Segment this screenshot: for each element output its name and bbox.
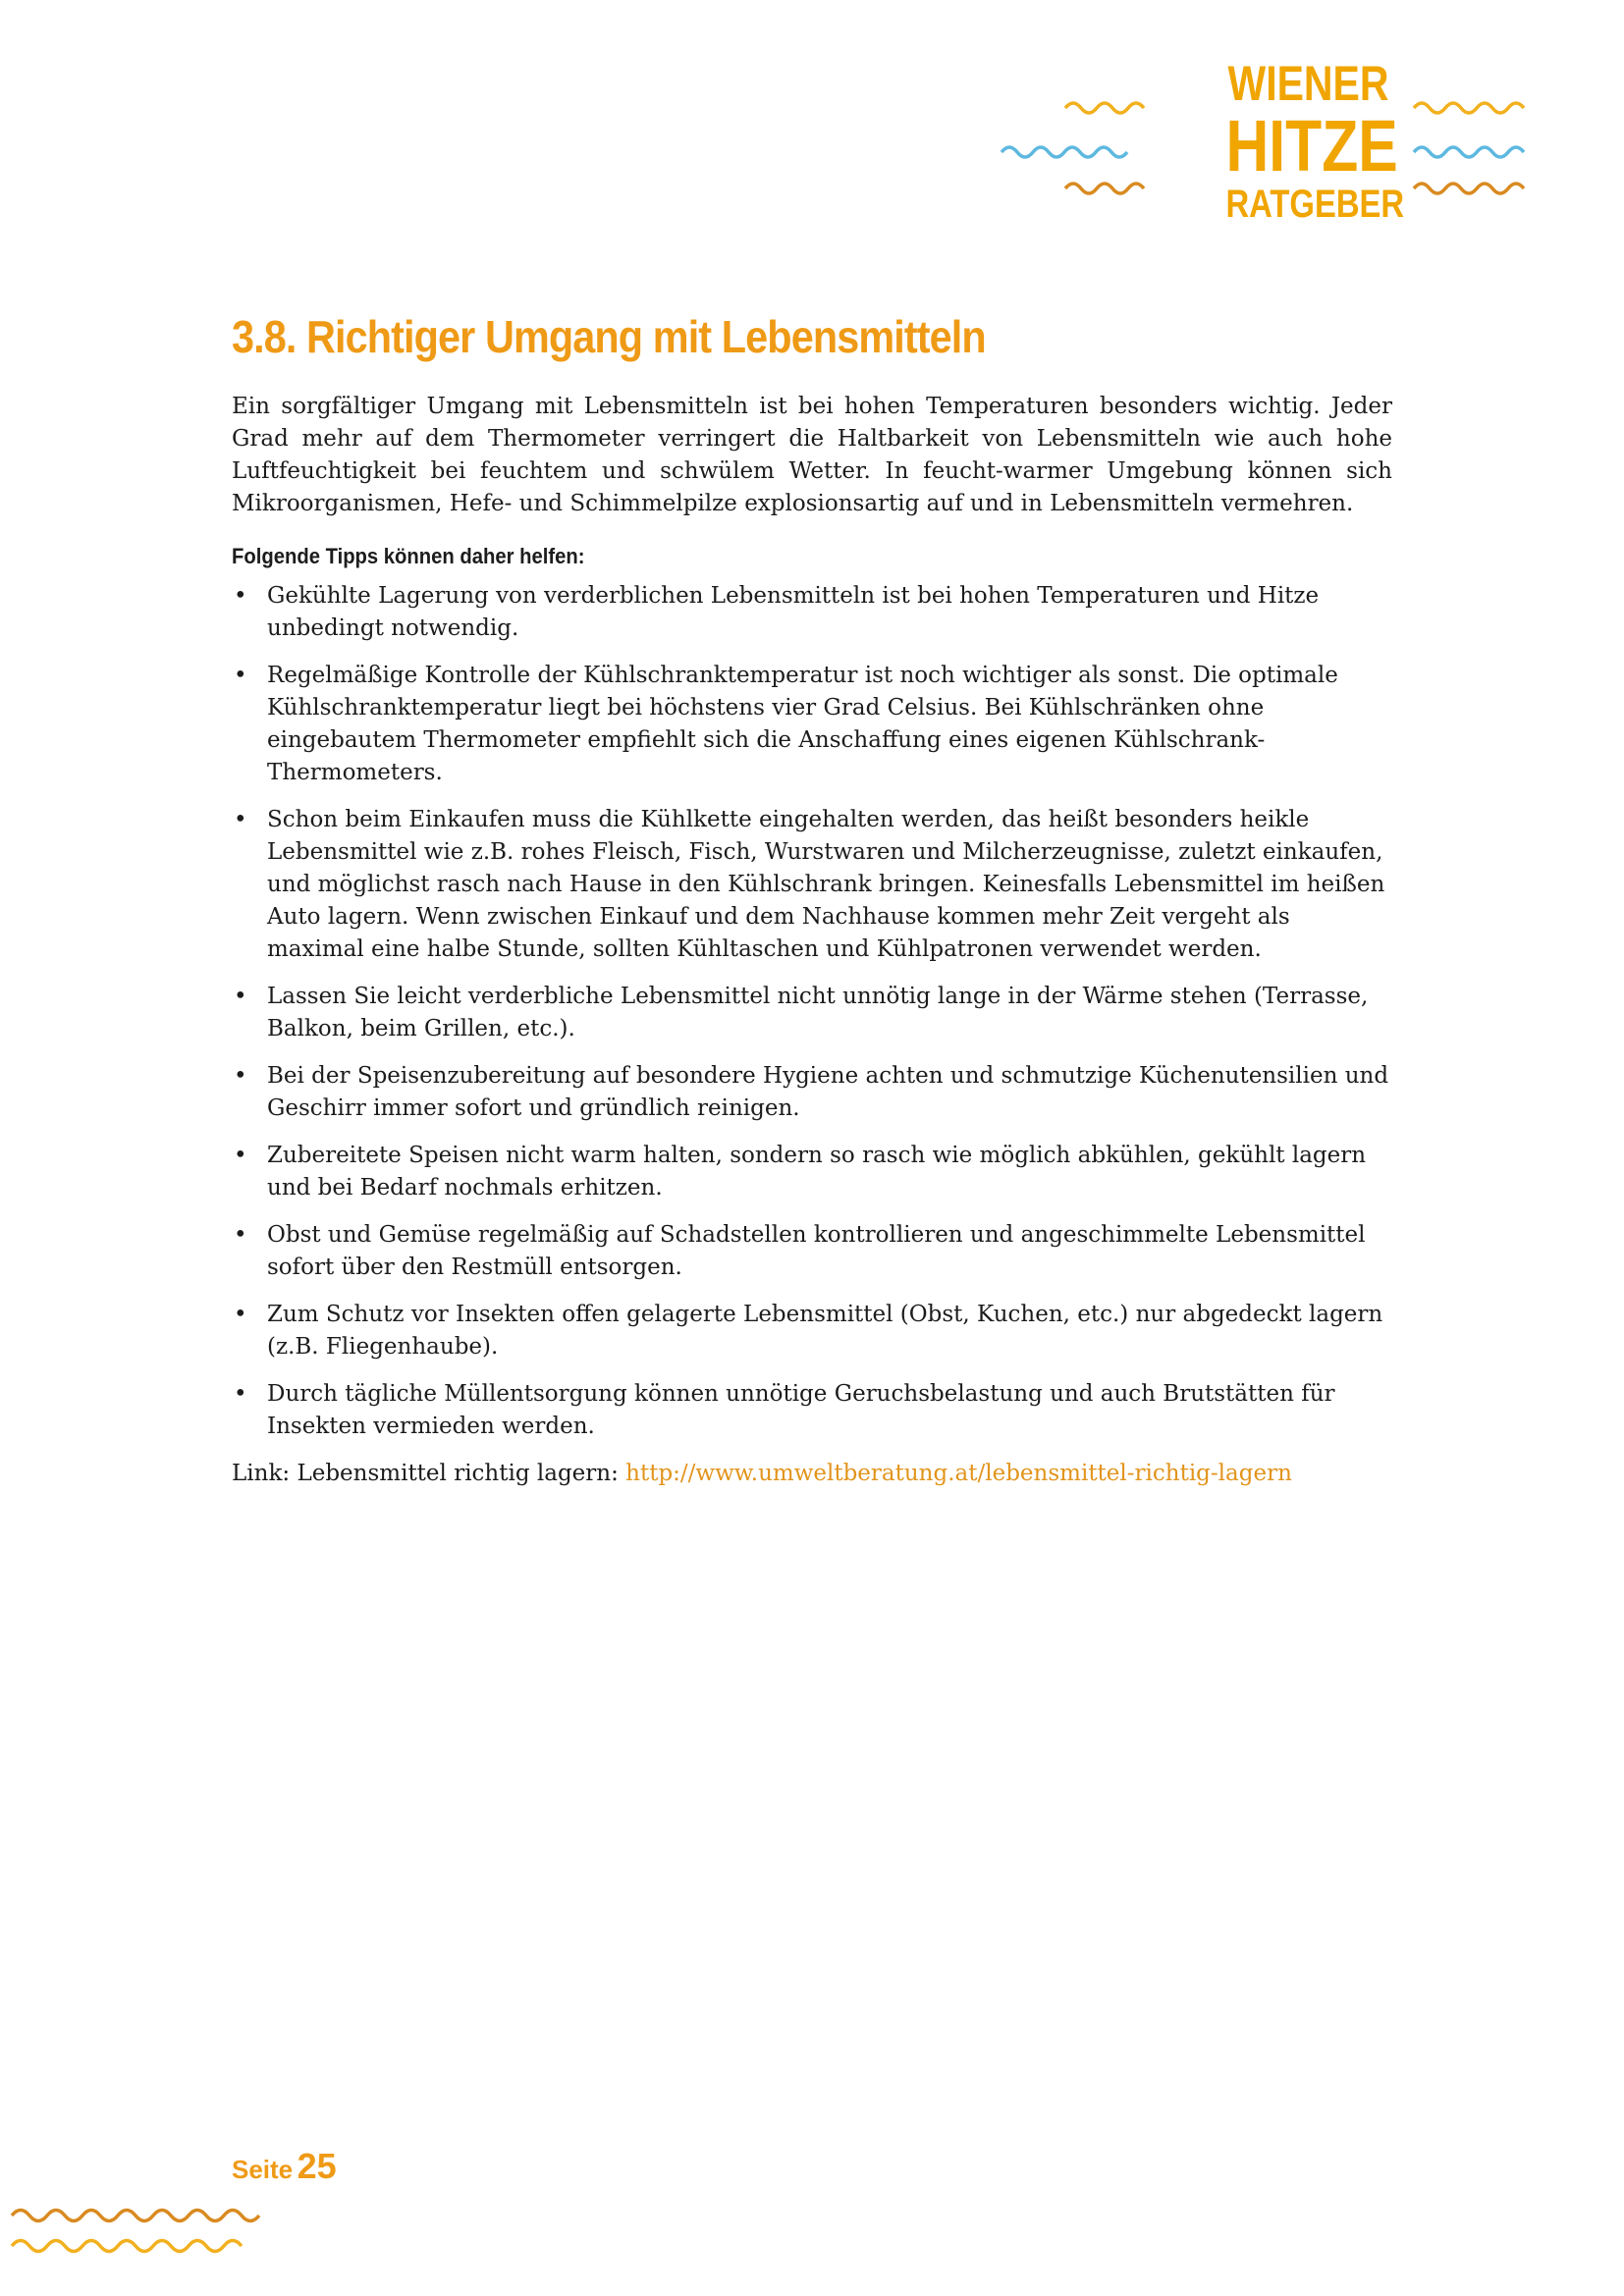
- footer-waves-icon: [0, 2199, 393, 2268]
- bullet-icon: •: [234, 807, 247, 832]
- bullet-icon: •: [234, 663, 247, 688]
- page-word: Seite: [232, 2155, 294, 2184]
- tip-text: Lassen Sie leicht verderbliche Lebensmittel nicht unnötig lange in der Wärme stehen (Terrasse, Balkon, beim Grillen, etc.).: [267, 984, 1369, 1041]
- link-line: [232, 1458, 1392, 1490]
- list-item: [232, 981, 1392, 1045]
- bullet-icon: •: [234, 1222, 247, 1248]
- tip-text: Schon beim Einkaufen muss die Kühlkette eingehalten werden, das heißt besonders heikle Lebensmittel wie z.B. rohes Fleisch, Fisch, Wurstwaren und Milcherzeugnisse, zuletzt einkaufen, und möglichst rasch nach Hause in den Kühlschrank bringen. Keinesfalls Lebensmittel im heißen Auto lagern. Wenn zwischen Einkauf und dem Nachhause kommen mehr Zeit vergeht als maximal eine halbe Stunde, sollten Kühltaschen und Kühlpatronen verwendet werden.: [267, 807, 1385, 962]
- page-number-label: [232, 2146, 337, 2187]
- list-item: [232, 1060, 1392, 1125]
- logo-text: [1208, 56, 1409, 226]
- logo-line-wiener: WIENER: [1227, 56, 1389, 111]
- intro-paragraph: Ein sorgfältiger Umgang mit Lebensmitteln ist bei hohen Temperaturen besonders wichtig. Jeder Grad mehr auf dem Thermometer verringert die Haltbarkeit von Lebensmitteln wie auch hohe Luftfeuchtigkeit bei feuchtem und schwülem Wetter. In feucht-warmer Umgebung können sich Mikroorganismen, Hefe- und Schimmelpilze explosionsartig auf und in Lebensmitteln vermehren.: [232, 394, 1392, 516]
- link-label: Link: Lebensmittel richtig lagern:: [232, 1461, 619, 1486]
- list-item: [232, 1140, 1392, 1204]
- tip-text: Bei der Speisenzubereitung auf besondere Hygiene achten und schmutzige Küchenutensilien und Geschirr immer sofort und gründlich reinigen.: [267, 1063, 1389, 1121]
- bullet-icon: •: [234, 1302, 247, 1327]
- logo-line-ratgeber: RATGEBER: [1225, 183, 1405, 226]
- list-item: [232, 804, 1392, 966]
- tip-text: Durch tägliche Müllentsorgung können unnötige Geruchsbelastung und auch Brutstätten für Insekten vermieden werden.: [267, 1381, 1335, 1439]
- bullet-icon: •: [234, 984, 247, 1009]
- tip-text: Regelmäßige Kontrolle der Kühlschranktemperatur ist noch wichtiger als sonst. Die optimale Kühlschranktemperatur liegt bei höchstens vier Grad Celsius. Bei Kühlschränken ohne eingebautem Thermometer empfiehlt sich die Anschaffung eines eigenen Kühlschrank-Thermometers.: [267, 663, 1338, 785]
- bullet-icon: •: [234, 1143, 247, 1168]
- tip-text: Obst und Gemüse regelmäßig auf Schadstellen kontrollieren und angeschimmelte Lebensmittel sofort über den Restmüll entsorgen.: [267, 1222, 1366, 1280]
- page-number: 25: [297, 2146, 337, 2186]
- list-item: [232, 1299, 1392, 1363]
- logo-line-hitze: HITZE: [1225, 105, 1398, 187]
- tips-list: [232, 580, 1392, 1443]
- list-item: [232, 580, 1392, 645]
- list-item: [232, 1219, 1392, 1284]
- list-item: [232, 660, 1392, 789]
- article-body: [232, 391, 1392, 1490]
- bullet-icon: •: [234, 1063, 247, 1089]
- lebensmittel-link[interactable]: http://www.umweltberatung.at/lebensmittel-richtig-lagern: [625, 1461, 1292, 1486]
- tip-text: Gekühlte Lagerung von verderblichen Lebensmitteln ist bei hohen Temperaturen und Hitze unbedingt notwendig.: [267, 583, 1320, 641]
- list-item: [232, 1378, 1392, 1443]
- tip-text: Zubereitete Speisen nicht warm halten, sondern so rasch wie möglich abkühlen, gekühlt lagern und bei Bedarf nochmals erhitzen.: [267, 1143, 1367, 1201]
- wiener-hitze-ratgeber-logo: [997, 56, 1527, 226]
- bullet-icon: •: [234, 1381, 247, 1407]
- section-title: 3.8. Richtiger Umgang mit Lebensmitteln: [232, 311, 986, 362]
- tip-text: Zum Schutz vor Insekten offen gelagerte Lebensmittel (Obst, Kuchen, etc.) nur abgedeckt lagern (z.B. Fliegenhaube).: [267, 1302, 1383, 1360]
- bullet-icon: •: [234, 583, 247, 609]
- tips-heading: Folgende Tipps können daher helfen:: [232, 544, 585, 568]
